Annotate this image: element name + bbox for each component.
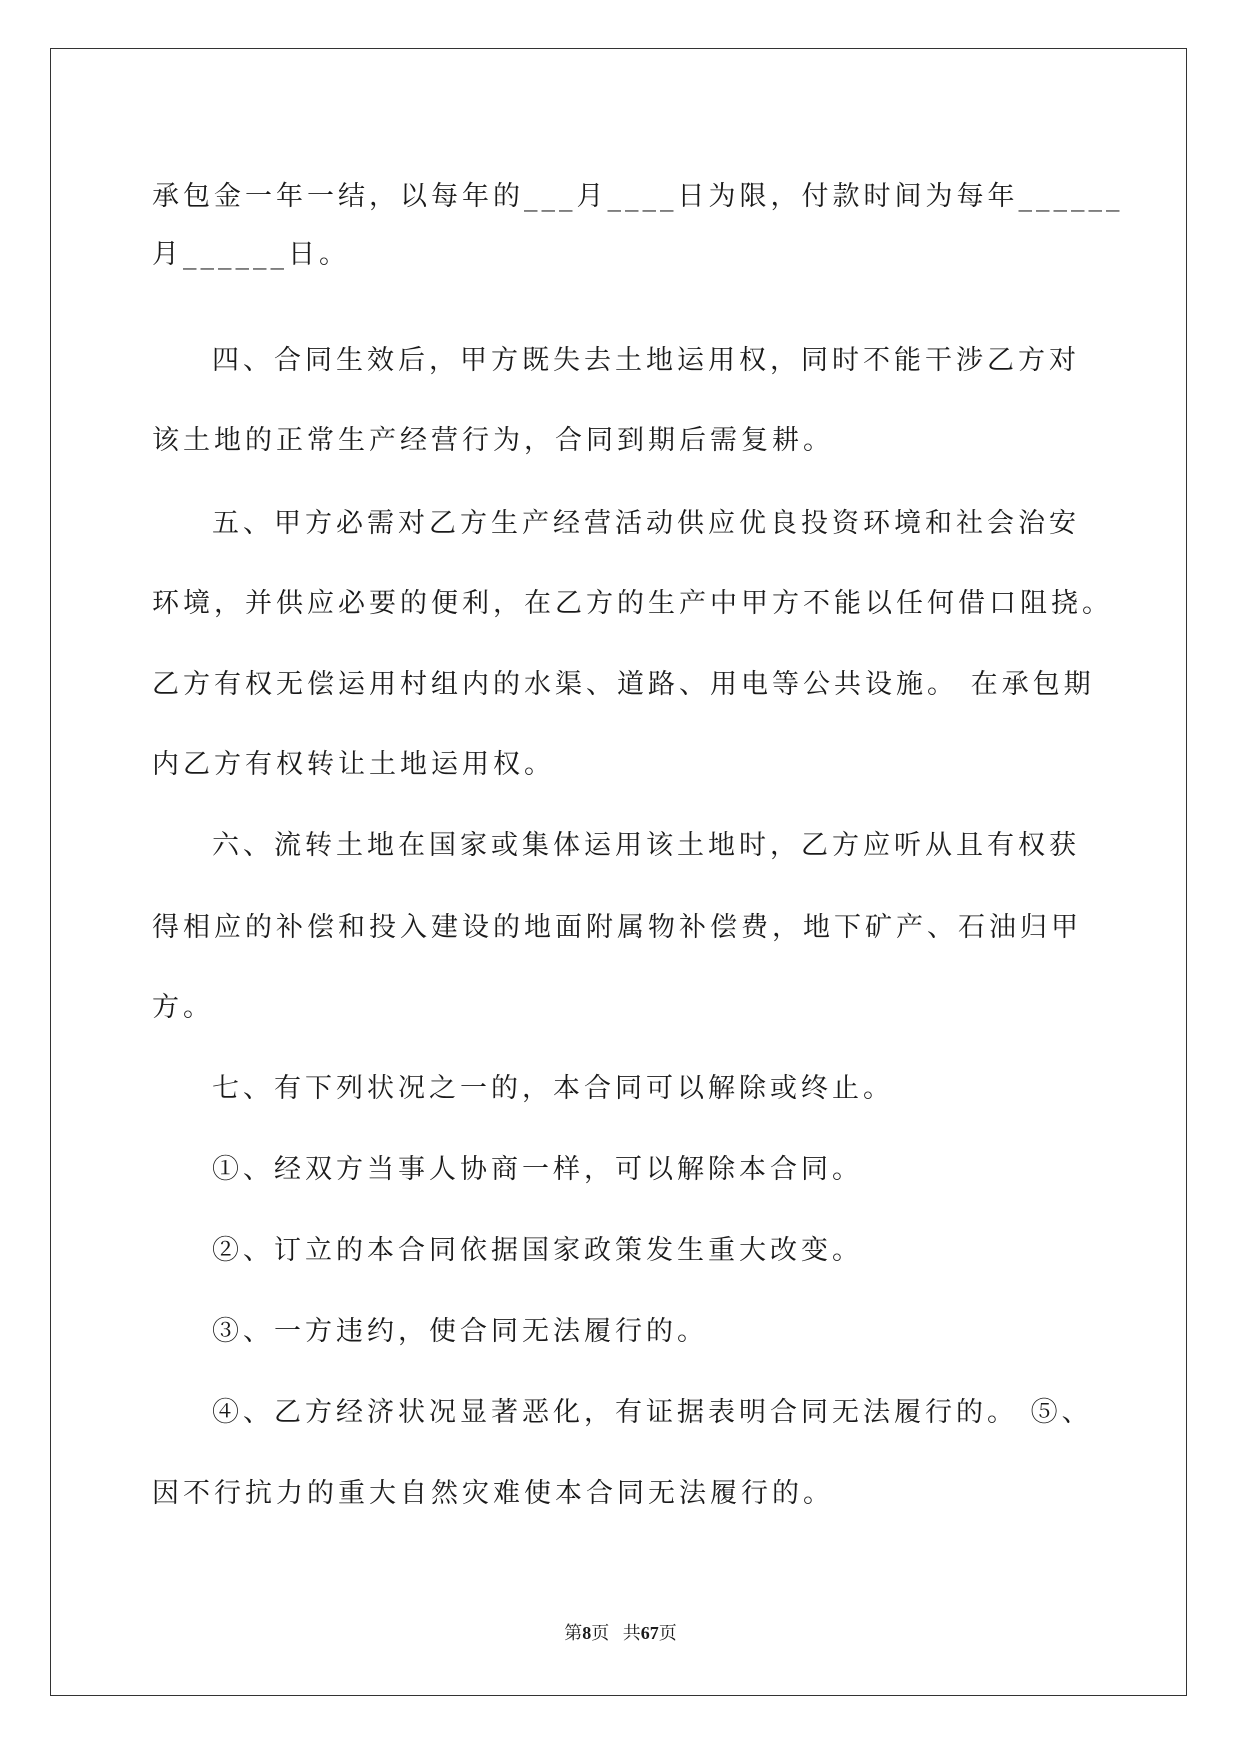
text-line: 环境，并供应必要的便利，在乙方的生产中甲方不能以任何借口阻挠。: [152, 588, 1113, 619]
text-line: 该土地的正常生产经营行为，合同到期后需复耕。: [152, 425, 834, 456]
text-line: ①、经双方当事人协商一样，可以解除本合同。: [212, 1154, 863, 1185]
text-line: ③、一方违约，使合同无法履行的。: [212, 1316, 708, 1347]
total-prefix: 共: [622, 1623, 641, 1643]
total-suffix: 页: [658, 1623, 677, 1643]
text-line: 因不行抗力的重大自然灾难使本合同无法履行的。: [152, 1478, 834, 1509]
page-suffix: 页: [591, 1623, 610, 1643]
text-line: 五、甲方必需对乙方生产经营活动供应优良投资环境和社会治安: [212, 508, 1080, 539]
text-line: 方。: [152, 992, 214, 1023]
text-line: 四、合同生效后，甲方既失去土地运用权，同时不能干涉乙方对: [212, 345, 1080, 376]
text-line: ②、订立的本合同依据国家政策发生重大改变。: [212, 1235, 863, 1266]
page-frame: [50, 48, 1187, 1696]
text-line: 月______日。: [152, 239, 350, 270]
text-line: ④、乙方经济状况显著恶化，有证据表明合同无法履行的。 ⑤、: [212, 1397, 1093, 1428]
text-line: 承包金一年一结，以每年的___月____日为限，付款时间为每年______: [152, 181, 1124, 212]
text-line: 得相应的补偿和投入建设的地面附属物补偿费，地下矿产、石油归甲: [152, 912, 1082, 943]
text-line: 内乙方有权转让土地运用权。: [152, 749, 555, 780]
page-number: 8: [582, 1623, 592, 1643]
page-prefix: 第: [564, 1623, 583, 1643]
text-line: 七、有下列状况之一的，本合同可以解除或终止。: [212, 1073, 894, 1104]
text-line: 乙方有权无偿运用村组内的水渠、道路、用电等公共设施。 在承包期: [152, 669, 1095, 700]
text-line: 六、流转土地在国家或集体运用该土地时，乙方应听从且有权获: [212, 830, 1080, 861]
page-footer: [0, 1619, 1241, 1645]
total-pages: 67: [640, 1623, 659, 1643]
